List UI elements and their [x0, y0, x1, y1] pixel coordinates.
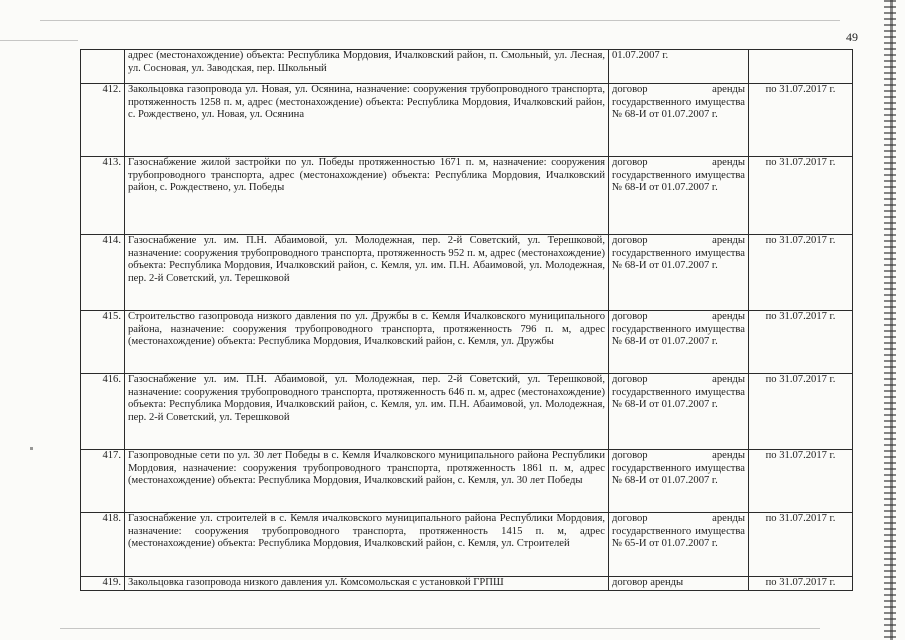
lease-basis: договор аренды государственного имущества № 68-И от 01.07.2007 г.: [609, 311, 749, 374]
object-description: Газоснабжение жилой застройки по ул. Победы протяженностью 1671 п. м, назначение: сооружения трубопроводного транспорта, адрес (местонахождение) объекта: Республика Мордовия, Ичалковский район, с. Рождествено, ул. Победы: [125, 157, 609, 235]
object-description: Закольцовка газопровода низкого давления ул. Комсомольская с установкой ГРПШ: [125, 577, 609, 591]
object-description: адрес (местонахождение) объекта: Республика Мордовия, Ичалковский район, п. Смольный, ул. Лесная, ул. Сосновая, ул. Заводская, пер. Школьный: [125, 50, 609, 84]
table-row: [81, 374, 853, 450]
lease-term: по 31.07.2017 г.: [749, 513, 853, 577]
lease-term: [749, 50, 853, 84]
table-row: [81, 84, 853, 157]
lease-term: по 31.07.2017 г.: [749, 311, 853, 374]
lease-term: по 31.07.2017 г.: [749, 450, 853, 513]
lease-term: по 31.07.2017 г.: [749, 235, 853, 311]
table-row: [81, 311, 853, 374]
lease-term: по 31.07.2017 г.: [749, 374, 853, 450]
lease-term: по 31.07.2017 г.: [749, 84, 853, 157]
scan-line-mid: [0, 40, 78, 41]
page-number: 49: [846, 30, 858, 44]
table-row: [81, 450, 853, 513]
row-number: 419.: [81, 577, 125, 591]
row-number: 412.: [81, 84, 125, 157]
lease-basis: договор аренды государственного имущества № 68-И от 01.07.2007 г.: [609, 374, 749, 450]
scan-line-top: [40, 20, 840, 21]
lease-basis: договор аренды государственного имущества № 65-И от 01.07.2007 г.: [609, 513, 749, 577]
table-row: [81, 157, 853, 235]
lease-basis: договор аренды государственного имущества № 68-И от 01.07.2007 г.: [609, 450, 749, 513]
lease-basis: 01.07.2007 г.: [609, 50, 749, 84]
row-number: 415.: [81, 311, 125, 374]
lease-basis: договор аренды: [609, 577, 749, 591]
table-row: [81, 513, 853, 577]
scan-mark: [30, 447, 33, 450]
row-number: 413.: [81, 157, 125, 235]
row-number: 414.: [81, 235, 125, 311]
scan-edge-line: [890, 0, 893, 640]
lease-term: по 31.07.2017 г.: [749, 157, 853, 235]
table-row: [81, 235, 853, 311]
scan-line-bottom: [60, 628, 820, 629]
table-row: [81, 50, 853, 84]
lease-term: по 31.07.2017 г.: [749, 577, 853, 591]
lease-basis: договор аренды государственного имущества № 68-И от 01.07.2007 г.: [609, 157, 749, 235]
row-number: 416.: [81, 374, 125, 450]
lease-basis: договор аренды государственного имущества № 68-И от 01.07.2007 г.: [609, 84, 749, 157]
row-number: 417.: [81, 450, 125, 513]
row-number: 418.: [81, 513, 125, 577]
property-register-table: [80, 49, 853, 591]
object-description: Газоснабжение ул. им. П.Н. Абаимовой, ул. Молодежная, пер. 2-й Советский, ул. Терешковой, назначение: сооружения трубопроводного транспорта, протяженность 646 п. м, адрес (местонахождение) объекта: Республика Мордовия, Ичалковский район, с. Кемля, ул. им. П.Н. Абаимовой, ул. Молодежная, пер. 2-й Советский, ул. Терешковой: [125, 374, 609, 450]
table-row: [81, 577, 853, 591]
lease-basis: договор аренды государственного имущества № 68-И от 01.07.2007 г.: [609, 235, 749, 311]
object-description: Газоснабжение ул. им. П.Н. Абаимовой, ул. Молодежная, пер. 2-й Советский, ул. Терешковой, назначение: сооружения трубопроводного транспорта, протяженность 952 п. м, адрес (местонахождение) объекта: Республика Мордовия, Ичалковский район, с. Кемля, ул. им. П.Н. Абаимовой, ул. Молодежная, пер. 2-й Советский, ул. Терешковой: [125, 235, 609, 311]
object-description: Закольцовка газопровода ул. Новая, ул. Осянина, назначение: сооружения трубопроводного транспорта, протяженность 1258 п. м, адрес (местонахождение) объекта: Республика Мордовия, Ичалковский район, с. Рождествено, ул. Новая, ул. Осянина: [125, 84, 609, 157]
row-number: [81, 50, 125, 84]
object-description: Строительство газопровода низкого давления по ул. Дружбы в с. Кемля Ичалковского муниципального района, назначение: сооружения трубопроводного транспорта, протяженность 796 п. м, адрес (местонахождение) объекта: Республика Мордовия, Ичалковский район, с. Кемля, ул. Дружбы: [125, 311, 609, 374]
object-description: Газопроводные сети по ул. 30 лет Победы в с. Кемля Ичалковского муниципального района Республики Мордовия, назначение: сооружения трубопроводного транспорта, протяженность 1861 п. м, адрес (местонахождение) объекта: Республика Мордовия, Ичалковский район, с. Кемля, ул. 30 лет Победы: [125, 450, 609, 513]
object-description: Газоснабжение ул. строителей в с. Кемля ичалковского муниципального района Республики Мордовия, назначение: сооружения трубопроводного транспорта, протяженность 1415 п. м, адрес (местонахождение) объекта: Республика Мордовия, Ичалковский район, с. Кемля, ул. Строителей: [125, 513, 609, 577]
